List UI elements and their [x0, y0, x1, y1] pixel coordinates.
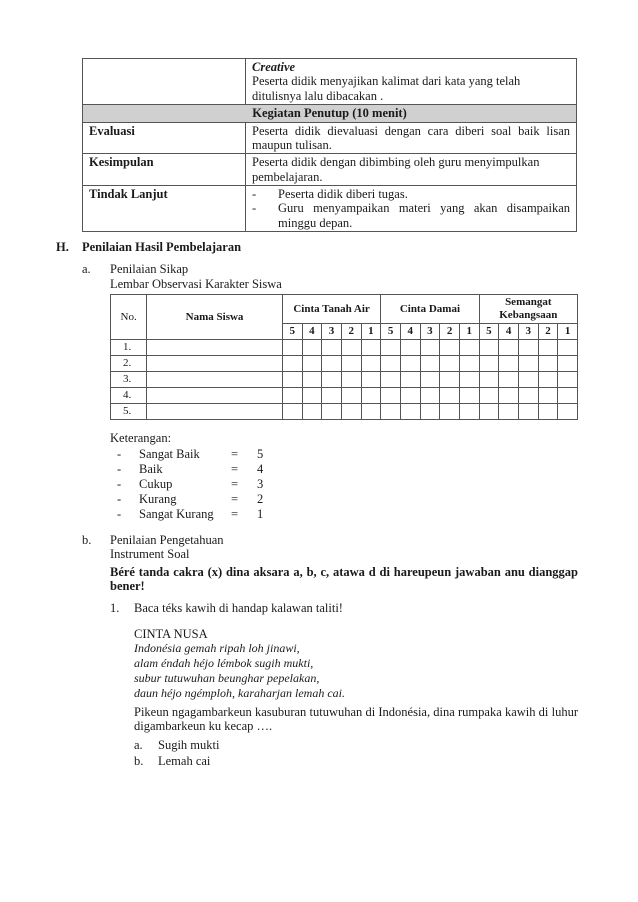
section-h-title: Penilaian Hasil Pembelajaran: [82, 240, 242, 254]
lesson-activity-table: [82, 58, 577, 232]
option-b-letter: b.: [134, 754, 144, 768]
option-b-text: Lemah cai: [158, 754, 211, 768]
group-header-cinta-tanah-air: Cinta Tanah Air: [282, 295, 380, 324]
keterangan-item: - Baik = 4: [117, 462, 264, 476]
name-cell: [147, 372, 283, 388]
part-a-title: Penilaian Sikap: [110, 262, 189, 276]
score-header: 1: [558, 324, 578, 340]
row-number: 3.: [111, 372, 147, 388]
group-header-cinta-damai: Cinta Damai: [381, 295, 479, 324]
evaluasi-text: Peserta didik dievaluasi dengan cara diberi soal baik lisan maupun tulisan.: [246, 122, 577, 154]
score-header: 5: [381, 324, 401, 340]
section-h-letter: H.: [56, 240, 69, 254]
option-a-text: Sugih mukti: [158, 738, 220, 752]
tindak-lanjut-item: - Guru menyampaikan materi yang akan disampaikan minggu depan.: [252, 201, 570, 230]
poem-line: Indonésia gemah ripah loh jinawi,: [134, 641, 300, 655]
row-number: 4.: [111, 388, 147, 404]
tindak-lanjut-item: - Peserta didik diberi tugas.: [252, 187, 408, 201]
score-header: 2: [538, 324, 558, 340]
score-header: 4: [499, 324, 519, 340]
score-header: 3: [322, 324, 342, 340]
table-row: [111, 372, 578, 388]
score-header: 5: [282, 324, 302, 340]
part-b-subtitle: Instrument Soal: [110, 547, 190, 561]
table-row: [111, 356, 578, 372]
row-number: 5.: [111, 404, 147, 420]
poem-line: daun héjo ngémploh, karaharjan lemah cai.: [134, 686, 345, 700]
empty-cell: [83, 59, 246, 105]
keterangan-item: - Cukup = 3: [117, 477, 264, 491]
keterangan-item: - Sangat Baik = 5: [117, 447, 264, 461]
tindak-lanjut-cell: [246, 186, 577, 232]
score-header: 1: [459, 324, 479, 340]
question-1-text: Baca téks kawih di handap kalawan taliti!: [134, 601, 343, 615]
part-a-subtitle: Lembar Observasi Karakter Siswa: [110, 277, 282, 291]
row-number: 2.: [111, 356, 147, 372]
score-header: 2: [341, 324, 361, 340]
name-cell: [147, 340, 283, 356]
part-b-letter: b.: [82, 533, 92, 547]
observation-table: [110, 294, 578, 420]
table-row: [111, 388, 578, 404]
poem-line: subur tutuwuhan beunghar pepelakan,: [134, 671, 320, 685]
question-1-prompt: Pikeun ngagambarkeun kasuburan tutuwuhan di Indonésia, dina rumpaka kawih di luhur digambarkeun ku kecap ….: [134, 705, 578, 734]
keterangan-item: - Sangat Kurang = 1: [117, 507, 264, 521]
col-name-header: Nama Siswa: [147, 295, 283, 340]
option-a-letter: a.: [134, 738, 143, 752]
score-header: 4: [302, 324, 322, 340]
name-cell: [147, 404, 283, 420]
keterangan-label: Keterangan:: [110, 431, 172, 445]
creative-cell: [246, 59, 577, 105]
row-number: 1.: [111, 340, 147, 356]
score-header: 4: [400, 324, 420, 340]
score-header: 3: [420, 324, 440, 340]
kesimpulan-label: Kesimpulan: [83, 154, 246, 186]
name-cell: [147, 388, 283, 404]
name-cell: [147, 356, 283, 372]
evaluasi-label: Evaluasi: [83, 122, 246, 154]
creative-text: Peserta didik menyajikan kalimat dari kata yang telah ditulisnya lalu dibacakan .: [252, 74, 521, 103]
score-header: 5: [479, 324, 499, 340]
score-header: 1: [361, 324, 381, 340]
part-a-letter: a.: [82, 262, 91, 276]
group-header-semangat-kebangsaan: Semangat Kebangsaan: [479, 295, 577, 324]
poem-title: CINTA NUSA: [134, 627, 208, 641]
tindak-lanjut-label: Tindak Lanjut: [83, 186, 246, 232]
col-no-header: No.: [111, 295, 147, 340]
question-1-number: 1.: [110, 601, 120, 615]
instruction-text: Béré tanda cakra (x) dina aksara a, b, c, atawa d di hareupeun jawaban anu dianggap bener!: [110, 565, 578, 594]
kesimpulan-text: Peserta didik dengan dibimbing oleh guru menyimpulkan pembelajaran.: [246, 154, 577, 186]
part-b-title: Penilaian Pengetahuan: [110, 533, 224, 547]
score-header: 3: [518, 324, 538, 340]
table-row: [111, 404, 578, 420]
keterangan-item: - Kurang = 2: [117, 492, 264, 506]
closing-activity-header: Kegiatan Penutup (10 menit): [83, 105, 577, 122]
table-row: [111, 340, 578, 356]
creative-title: Creative: [252, 60, 296, 74]
score-header: 2: [440, 324, 460, 340]
poem-line: alam éndah héjo lémbok sugih mukti,: [134, 656, 314, 670]
